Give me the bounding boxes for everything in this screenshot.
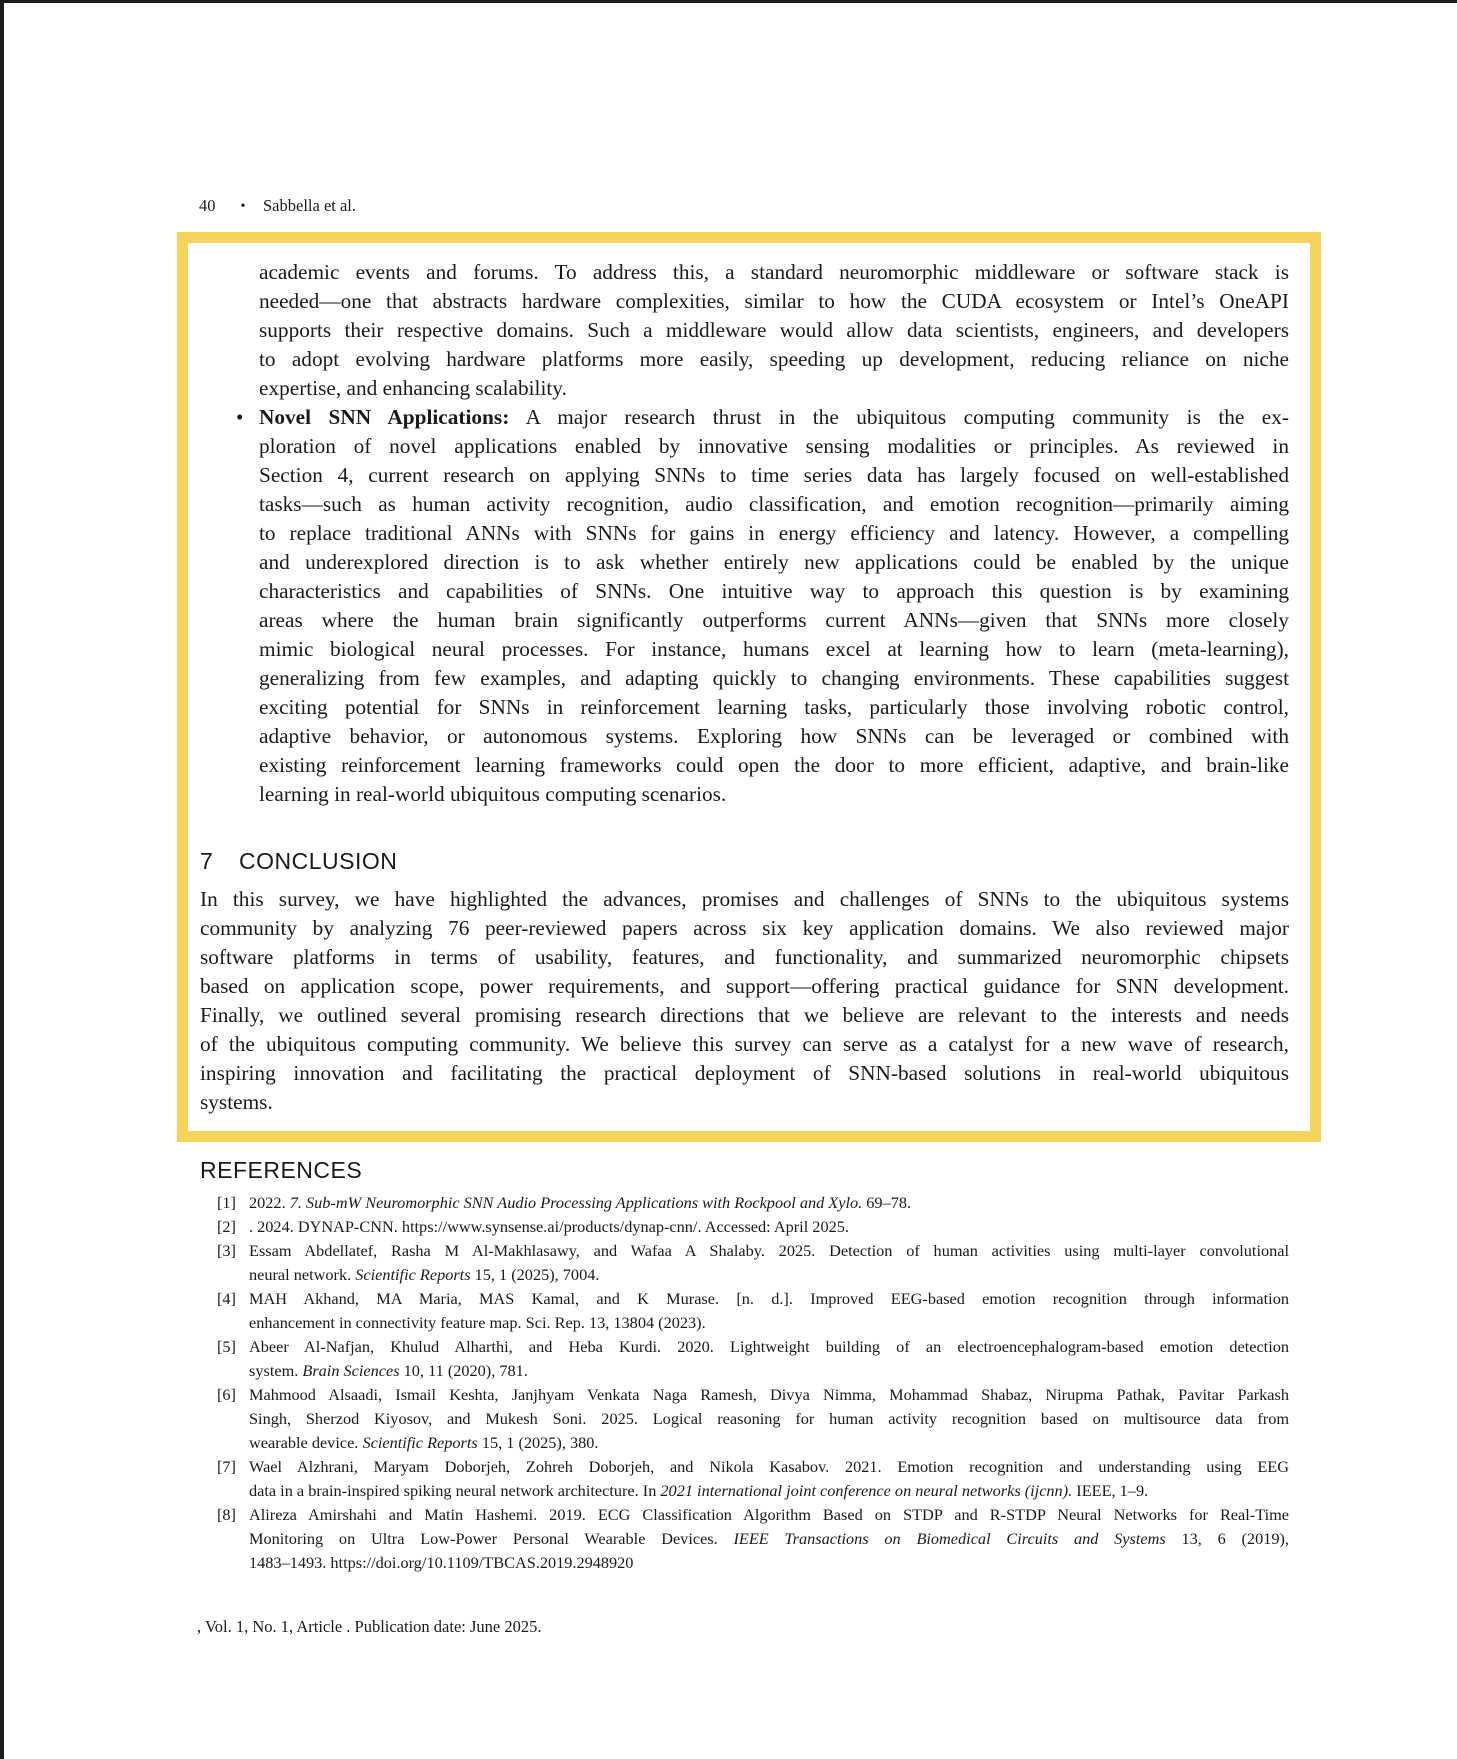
bullet-first-line-text: A major research thrust in the ubiquitous computing community is the ex- <box>509 405 1289 429</box>
text-line: to adopt evolving hardware platforms more easily, speeding up development, reducing reliance on niche <box>259 347 1289 371</box>
reference-venue-italic: Scientific Reports <box>355 1265 471 1284</box>
reference-line <box>249 1239 1289 1263</box>
reference-line <box>249 1335 1289 1359</box>
text-line: Finally, we outlined several promising research directions that we believe are relevant to the interests and needs <box>200 1003 1289 1027</box>
references-heading: REFERENCES <box>200 1157 363 1183</box>
text-line: generalizing from few examples, and adapting quickly to changing environments. These capabilities suggest <box>259 666 1289 690</box>
reference-text: 1483–1493. https://doi.org/10.1109/TBCAS.2019.2948920 <box>249 1553 634 1572</box>
text-line: supports their respective domains. Such a middleware would allow data scientists, engineers, and developers <box>259 318 1289 342</box>
reference-number: [6] <box>217 1385 236 1404</box>
reference-text: Monitoring on Ultra Low-Power Personal Wearable Devices. <box>249 1529 734 1548</box>
separator-bullet-icon: • <box>240 199 246 214</box>
text-line: academic events and forums. To address this, a standard neuromorphic middleware or software stack is <box>259 260 1289 284</box>
text-line: adaptive behavior, or autonomous systems. Exploring how SNNs can be leveraged or combined with <box>259 724 1289 748</box>
text-line: needed—one that abstracts hardware complexities, similar to how the CUDA ecosystem or Intel’s OneAPI <box>259 289 1289 313</box>
reference-line <box>249 1503 1289 1527</box>
reference-number: [7] <box>217 1457 236 1476</box>
reference-line <box>249 1383 1289 1407</box>
text-line: community by analyzing 76 peer-reviewed papers across six key application domains. We also reviewed major <box>200 916 1289 940</box>
reference-text: Essam Abdellatef, Rasha M Al-Makhlasawy, and Wafaa A Shalaby. 2025. Detection of human activities using multi-layer convolutional <box>249 1241 1289 1260</box>
text-line: mimic biological neural processes. For instance, humans excel at learning how to learn (meta-learning), <box>259 637 1289 661</box>
reference-text: . 2024. DYNAP-CNN. https://www.synsense.ai/products/dynap-cnn/. Accessed: April 2025. <box>249 1217 849 1236</box>
reference-line <box>249 1359 1289 1383</box>
reference-line <box>249 1263 1289 1287</box>
reference-line <box>249 1527 1289 1551</box>
page-footer: , Vol. 1, No. 1, Article . Publication date: June 2025. <box>197 1617 542 1636</box>
reference-venue-italic: 2021 international joint conference on neural networks (ijcnn). <box>660 1481 1073 1500</box>
reference-text: Abeer Al-Nafjan, Khulud Alharthi, and Heba Kurdi. 2020. Lightweight building of an electroencephalogram-based emotion detection <box>249 1337 1289 1356</box>
reference-text: data in a brain-inspired spiking neural network architecture. In <box>249 1481 661 1500</box>
page-number: 40 <box>199 196 216 215</box>
text-line: inspiring innovation and facilitating the practical deployment of SNN-based solutions in real-world ubiquitous <box>200 1061 1289 1085</box>
reference-text: 10, 11 (2020), 781. <box>399 1361 528 1380</box>
text-line: to replace traditional ANNs with SNNs for gains in energy efficiency and latency. However, a compelling <box>259 521 1289 545</box>
running-head <box>199 196 356 216</box>
reference-number: [1] <box>217 1193 236 1212</box>
reference-line <box>249 1191 1289 1215</box>
window-top-edge <box>0 0 1457 3</box>
reference-text: Singh, Sherzod Kiyosov, and Mukesh Soni. 2025. Logical reasoning for human activity recognition based on multisource data from <box>249 1409 1289 1428</box>
reference-line <box>249 1479 1289 1503</box>
reference-line <box>249 1407 1289 1431</box>
reference-text: MAH Akhand, MA Maria, MAS Kamal, and K Murase. [n. d.]. Improved EEG-based emotion recognition through information <box>249 1289 1289 1308</box>
reference-text: Wael Alzhrani, Maryam Doborjeh, Zohreh Doborjeh, and Nikola Kasabov. 2021. Emotion recognition and understanding using EEG <box>249 1457 1289 1476</box>
text-line: existing reinforcement learning frameworks could open the door to more efficient, adaptive, and brain-like <box>259 753 1289 777</box>
text-line: In this survey, we have highlighted the advances, promises and challenges of SNNs to the ubiquitous systems <box>200 887 1289 911</box>
reference-text: 15, 1 (2025), 7004. <box>470 1265 600 1284</box>
text-line: based on application scope, power requirements, and support—offering practical guidance for SNN development. <box>200 974 1289 998</box>
reference-line <box>249 1215 1289 1239</box>
reference-number: [8] <box>217 1505 236 1524</box>
reference-venue-italic: Brain Sciences <box>302 1361 400 1380</box>
reference-number: [3] <box>217 1241 236 1260</box>
bullet-lead-in: Novel SNN Applications: <box>259 405 510 429</box>
reference-text: Alireza Amirshahi and Matin Hashemi. 2019. ECG Classification Algorithm Based on STDP and R-STDP Neural Networks for Real-Time <box>249 1505 1289 1524</box>
text-line: learning in real-world ubiquitous computing scenarios. <box>259 782 727 806</box>
text-line: of the ubiquitous computing community. We believe this survey can serve as a catalyst for a new wave of research, <box>200 1032 1289 1056</box>
reference-text: system. <box>249 1361 303 1380</box>
reference-number: [5] <box>217 1337 236 1356</box>
reference-text: IEEE, 1–9. <box>1072 1481 1149 1500</box>
reference-text: Mahmood Alsaadi, Ismail Keshta, Janjhyam Venkata Naga Ramesh, Divya Nimma, Mohammad Shabaz, Nirupma Pathak, Pavitar Parkash <box>249 1385 1289 1404</box>
reference-text: 2022. <box>249 1193 290 1212</box>
reference-line <box>249 1287 1289 1311</box>
text-line: areas where the human brain significantly outperforms current ANNs—given that SNNs more closely <box>259 608 1289 632</box>
reference-line <box>249 1311 1289 1335</box>
text-line: Section 4, current research on applying SNNs to time series data has largely focused on well-established <box>259 463 1289 487</box>
text-line: and underexplored direction is to ask whether entirely new applications could be enabled by the unique <box>259 550 1289 574</box>
reference-venue-italic: IEEE Transactions on Biomedical Circuits and Systems <box>733 1529 1166 1548</box>
section-number: 7 <box>200 848 214 874</box>
text-line: systems. <box>200 1090 273 1114</box>
window-left-edge <box>0 0 4 1759</box>
text-line <box>259 403 1289 432</box>
reference-text: 69–78. <box>862 1193 912 1212</box>
text-line: software platforms in terms of usability, features, and functionality, and summarized neuromorphic chipsets <box>200 945 1289 969</box>
section-heading-conclusion <box>200 846 397 876</box>
reference-text: wearable device. <box>249 1433 363 1452</box>
text-line: tasks—such as human activity recognition, audio classification, and emotion recognition—primarily aiming <box>259 492 1289 516</box>
reference-line <box>249 1551 1289 1575</box>
reference-text: neural network. <box>249 1265 356 1284</box>
reference-text: 15, 1 (2025), 380. <box>477 1433 599 1452</box>
reference-line <box>249 1431 1289 1455</box>
reference-text: enhancement in connectivity feature map. Sci. Rep. 13, 13804 (2023). <box>249 1313 706 1332</box>
section-title: CONCLUSION <box>239 848 398 874</box>
reference-text: 13, 6 (2019), <box>1165 1529 1289 1548</box>
text-line: expertise, and enhancing scalability. <box>259 376 567 400</box>
reference-venue-italic: 7. Sub-mW Neuromorphic SNN Audio Processing Applications with Rockpool and Xylo. <box>289 1193 863 1212</box>
running-author: Sabbella et al. <box>263 196 357 215</box>
text-line: characteristics and capabilities of SNNs. One intuitive way to approach this question is by examining <box>259 579 1289 603</box>
reference-venue-italic: Scientific Reports <box>362 1433 478 1452</box>
text-line: ploration of novel applications enabled by innovative sensing modalities or principles. As reviewed in <box>259 434 1289 458</box>
text-line: exciting potential for SNNs in reinforcement learning tasks, particularly those involving robotic control, <box>259 695 1289 719</box>
bullet-icon: • <box>236 405 244 429</box>
reference-number: [4] <box>217 1289 236 1308</box>
reference-line <box>249 1455 1289 1479</box>
reference-number: [2] <box>217 1217 236 1236</box>
